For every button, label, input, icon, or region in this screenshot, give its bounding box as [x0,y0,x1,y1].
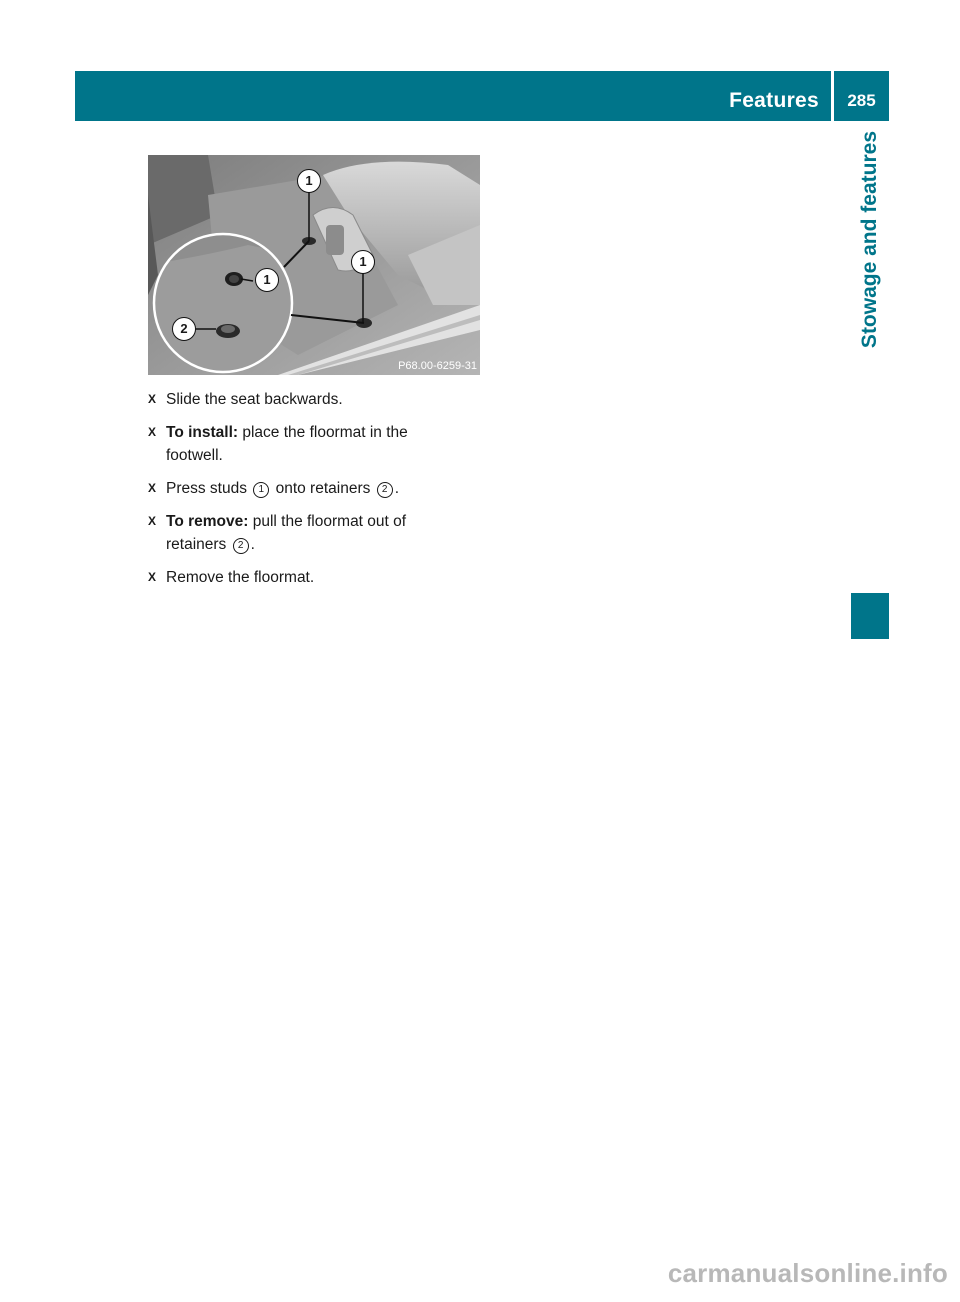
list-item [148,421,468,467]
side-tab-label: Stowage and features [858,131,881,349]
figure-code: P68.00-6259-31 [398,360,477,372]
list-item [148,388,468,411]
step-text: Remove the floormat. [166,569,315,586]
step-lead: To remove: [166,513,249,530]
page-header [75,71,889,121]
list-item [148,566,468,589]
step-text: . [250,536,255,553]
step-text: onto retainers [271,480,375,497]
callout-1-zoom: 1 [255,268,279,292]
step-marker-icon: X [148,425,157,439]
list-item [148,477,468,500]
step-text: Press studs [166,480,252,497]
floormat-illustration [148,155,480,375]
step-marker-icon: X [148,570,157,584]
step-lead: To install: [166,424,239,441]
list-item [148,510,468,556]
callout-stud-icon: 1 [253,482,269,498]
page-number: 285 [847,91,876,110]
callout-1-top: 1 [297,169,321,193]
step-text: place the floormat in the footwell. [166,424,408,464]
instruction-list [148,388,468,599]
callout-1-right: 1 [351,250,375,274]
section-title: Features [729,89,819,112]
step-text: pull the floormat out of retainers [166,513,407,553]
watermark-url[interactable]: carmanualsonline.info [667,1258,948,1288]
callout-retainer-icon: 2 [233,538,249,554]
callout-retainer-icon: 2 [377,482,393,498]
side-tab [851,131,889,601]
step-marker-icon: X [148,392,157,406]
callout-2-zoom: 2 [172,317,196,341]
step-marker-icon: X [148,481,157,495]
side-tab-marker [851,593,889,639]
step-text: . [394,480,399,497]
step-text: Slide the seat backwards. [166,391,343,408]
step-marker-icon: X [148,514,157,528]
